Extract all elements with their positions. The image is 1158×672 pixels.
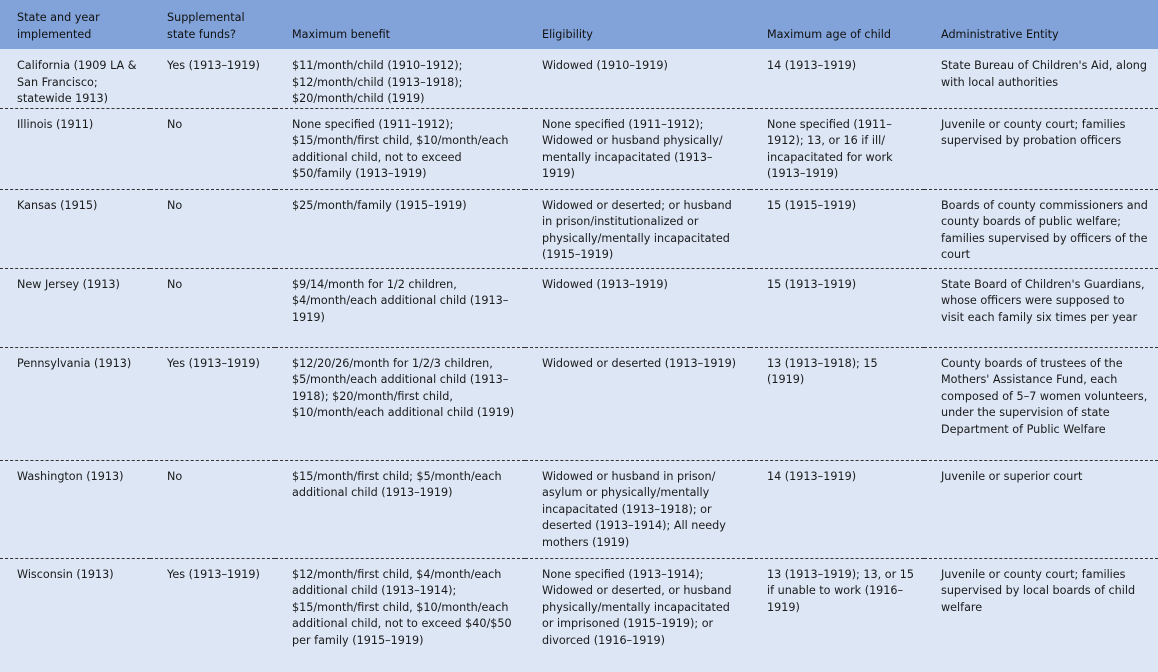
cell-benefit: $12/20/26/month for 1/2/3 children, $5/month/each additional child (1913–1918); $20/month/first child, $10/month/each additional child (1919) xyxy=(292,356,515,419)
header-benefit: Maximum benefit xyxy=(292,27,391,41)
table-row xyxy=(0,460,1158,558)
cell-funds: No xyxy=(167,277,183,291)
table-header xyxy=(0,0,1158,49)
cell-eligibility: None specified (1911–1912); Widowed or husband physically/ mentally incapacitated (1913–1919) xyxy=(542,117,723,180)
table-row xyxy=(0,558,1158,672)
cell-age: 13 (1913–1919); 13, or 15 if unable to work (1916–1919) xyxy=(767,567,914,614)
cell-entity: County boards of trustees of the Mothers' Assistance Fund, each composed of 5–7 women volunteers, under the supervision of state Department of Public Welfare xyxy=(941,356,1148,436)
table-row xyxy=(0,49,1158,108)
cell-eligibility: Widowed or deserted; or husband in prison/institutionalized or physically/mentally incapacitated (1915–1919) xyxy=(542,198,732,261)
cell-funds: No xyxy=(167,469,183,483)
cell-entity: Juvenile or county court; families supervised by local boards of child welfare xyxy=(941,567,1136,614)
cell-age: 14 (1913–1919) xyxy=(767,59,857,72)
cell-age: 15 (1913–1919) xyxy=(767,277,857,291)
header-funds: Supplemental state funds? xyxy=(167,11,245,41)
table-body xyxy=(0,49,1158,672)
cell-funds: No xyxy=(167,117,183,131)
table-row xyxy=(0,108,1158,189)
cell-entity: State Board of Children's Guardians, whose officers were supposed to visit each family six times per year xyxy=(941,277,1145,324)
cell-benefit: $25/month/family (1915–1919) xyxy=(292,198,467,212)
cell-benefit: $15/month/first child; $5/month/each additional child (1913–1919) xyxy=(292,469,502,499)
cell-entity: Juvenile or superior court xyxy=(941,469,1083,483)
cell-entity: Boards of county commissioners and county boards of public welfare; families supervised by officers of the court xyxy=(941,198,1148,261)
cell-benefit: $12/month/first child, $4/month/each additional child (1913–1914); $15/month/first child, $10/month/each additional child, not to exceed $40/$50 per family (1915–1919) xyxy=(292,567,512,647)
table-row xyxy=(0,347,1158,460)
cell-eligibility: Widowed (1913–1919) xyxy=(542,277,668,291)
table-row xyxy=(0,189,1158,268)
header-age: Maximum age of child xyxy=(767,27,891,41)
cell-funds: No xyxy=(167,198,183,212)
cell-age: 14 (1913–1919) xyxy=(767,469,857,483)
cell-funds: Yes (1913–1919) xyxy=(167,356,260,370)
cell-state: Pennsylvania (1913) xyxy=(17,356,132,370)
cell-funds: Yes (1913–1919) xyxy=(167,567,260,581)
cell-entity: State Bureau of Children's Aid, along with local authorities xyxy=(941,59,1147,89)
cell-state: Illinois (1911) xyxy=(17,117,94,131)
cell-age: 13 (1913–1918); 15 (1919) xyxy=(767,356,878,386)
cell-entity: Juvenile or county court; families supervised by probation officers xyxy=(941,117,1126,147)
cell-state: California (1909 LA & San Francisco; statewide 1913) xyxy=(17,59,137,105)
cell-benefit: $11/month/child (1910–1912); $12/month/child (1913–1918); $20/month/child (1919) xyxy=(292,59,463,105)
cell-eligibility: Widowed or deserted (1913–1919) xyxy=(542,356,737,370)
cell-eligibility: None specified (1913–1914); Widowed or deserted, or husband physically/mentally incapacitated or imprisoned (1915–1919); or divorced (1916–1919) xyxy=(542,567,732,647)
header-eligibility: Eligibility xyxy=(542,27,593,41)
table-row xyxy=(0,268,1158,347)
cell-state: Wisconsin (1913) xyxy=(17,567,114,581)
cell-age: 15 (1915–1919) xyxy=(767,198,857,212)
cell-eligibility: Widowed or husband in prison/ asylum or physically/mentally incapacitated (1913–1918); or deserted (1913–1914); All needy mothers (1919) xyxy=(542,469,726,549)
cell-state: Washington (1913) xyxy=(17,469,124,483)
header-entity: Administrative Entity xyxy=(941,27,1059,41)
cell-state: Kansas (1915) xyxy=(17,198,98,212)
cell-eligibility: Widowed (1910–1919) xyxy=(542,59,668,72)
header-row xyxy=(0,0,1158,49)
cell-state: New Jersey (1913) xyxy=(17,277,120,291)
header-state: State and year implemented xyxy=(17,11,100,41)
cell-benefit: $9/14/month for 1/2 children, $4/month/each additional child (1913–1919) xyxy=(292,277,509,324)
cell-funds: Yes (1913–1919) xyxy=(167,59,260,72)
cell-benefit: None specified (1911–1912); $15/month/first child, $10/month/each additional child, not to exceed $50/family (1913–1919) xyxy=(292,117,509,180)
cell-age: None specified (1911–1912); 13, or 16 if ill/ incapacitated for work (1913–1919) xyxy=(767,117,893,180)
